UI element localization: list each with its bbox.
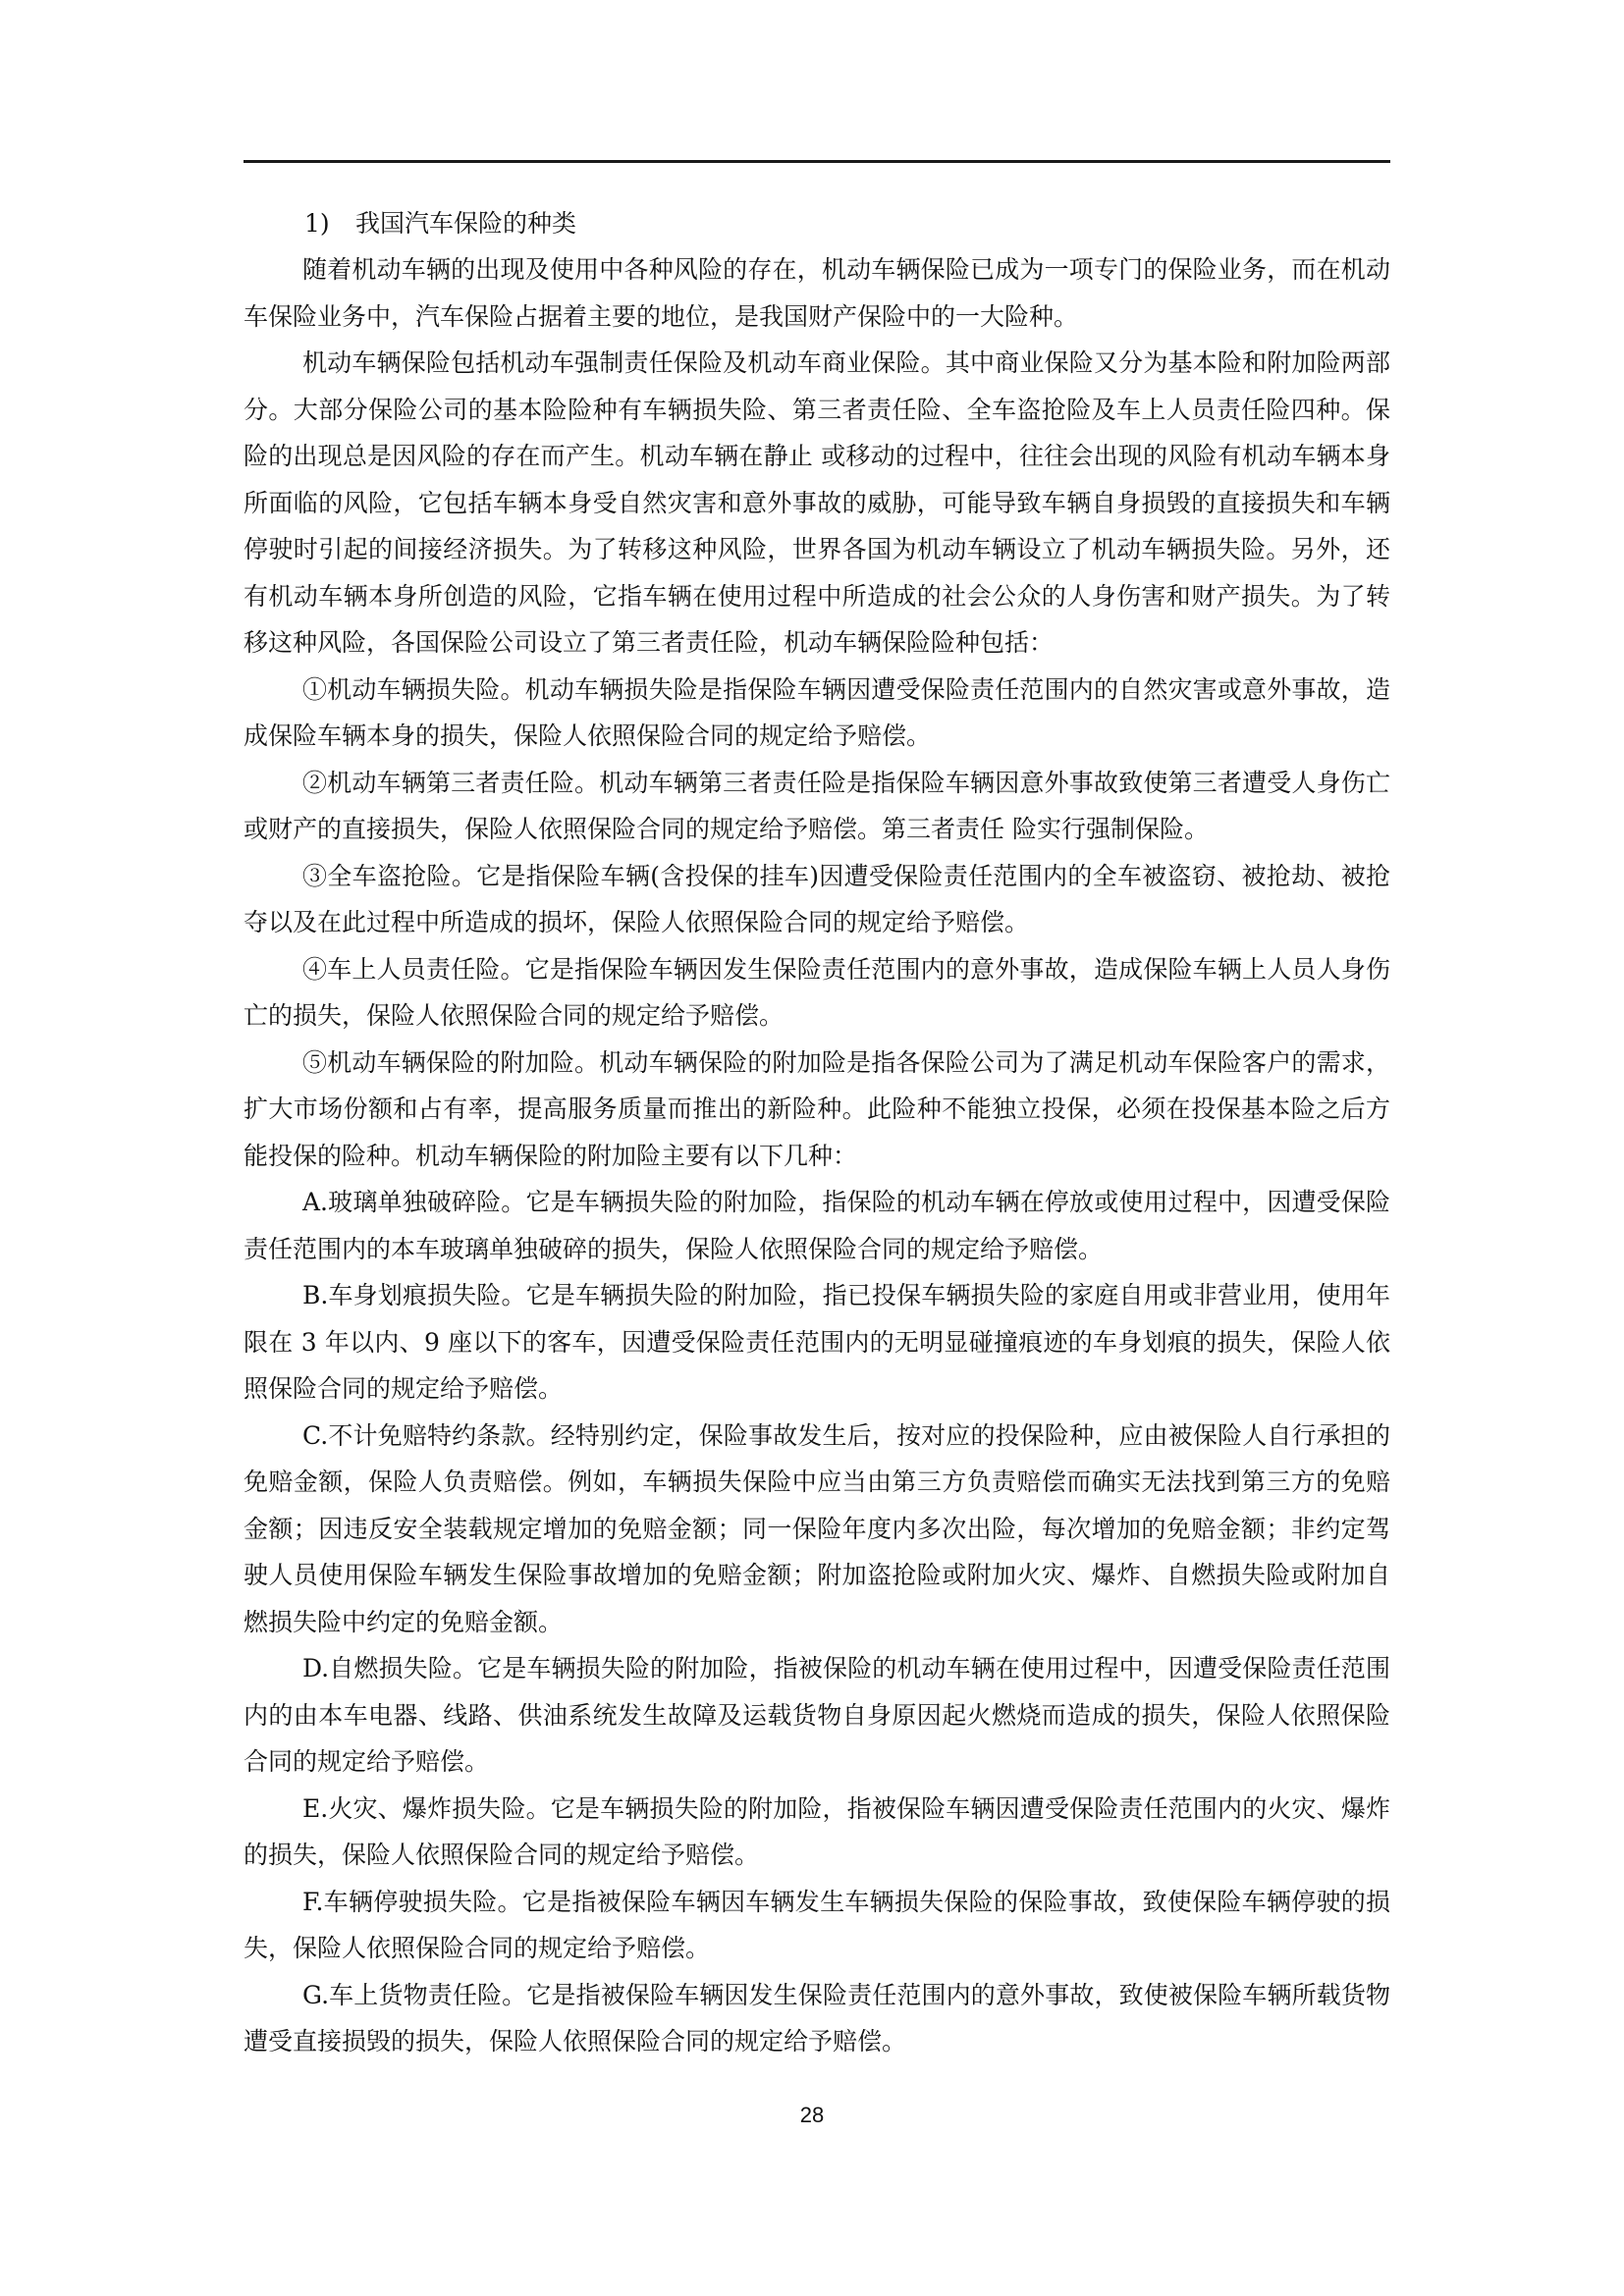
paragraph-item-4: ④车上人员责任险。它是指保险车辆因发生保险责任范围内的意外事故，造成保险车辆上人员人身伤亡的损失，保险人依照保险合同的规定给予赔偿。 <box>244 954 1390 1030</box>
paragraph-rider-a: A.玻璃单独破碎险。它是车辆损失险的附加险，指保险的机动车辆在停放或使用过程中，因遭受保险责任范围内的本车玻璃单独破碎的损失，保险人依照保险合同的规定给予赔偿。 <box>244 1188 1390 1263</box>
section-heading <box>244 200 1390 246</box>
paragraph-rider-d: D.自燃损失险。它是车辆损失险的附加险，指被保险的机动车辆在使用过程中，因遭受保险责任范围内的由本车电器、线路、供油系统发生故障及运载货物自身原因起火燃烧而造成的损失，保险人依照保险合同的规定给予赔偿。 <box>244 1654 1390 1776</box>
paragraph-rider-b: B.车身划痕损失险。它是车辆损失险的附加险，指已投保车辆损失险的家庭自用或非营业用，使用年限在 3 年以内、9 座以下的客车，因遭受保险责任范围内的无明显碰撞痕迹的车身划痕的损失，保险人依照保险合同的规定给予赔偿。 <box>244 1281 1390 1403</box>
paragraph-rider-e: E.火灾、爆炸损失险。它是车辆损失险的附加险，指被保险车辆因遭受保险责任范围内的火灾、爆炸的损失，保险人依照保险合同的规定给予赔偿。 <box>244 1793 1390 1869</box>
section-title: 我国汽车保险的种类 <box>355 209 577 238</box>
paragraph-overview: 机动车辆保险包括机动车强制责任保险及机动车商业保险。其中商业保险又分为基本险和附加险两部分。大部分保险公司的基本险险种有车辆损失险、第三者责任险、全车盗抢险及车上人员责任险四种。保险的出现总是因风险的存在而产生。机动车辆在静止 或移动的过程中，往往会出现的风险有机动车辆本身所面临的风险，它包括车辆本身受自然灾害和意外事故的威胁，可能导致车辆自身损毁的直接损失和车辆停驶时引起的间接经济损失。为了转移这种风险，世界各国为机动车辆设立了机动车辆损失险。另外，还有机动车辆本身所创造的风险，它指车辆在使用过程中所造成的社会公众的人身伤害和财产损失。为了转移这种风险，各国保险公司设立了第三者责任险，机动车辆保险险种包括： <box>244 348 1390 657</box>
paragraph-item-3: ③全车盗抢险。它是指保险车辆(含投保的挂车)因遭受保险责任范围内的全车被盗窃、被抢劫、被抢夺以及在此过程中所造成的损坏，保险人依照保险合同的规定给予赔偿。 <box>244 861 1390 936</box>
paragraph-item-5: ⑤机动车辆保险的附加险。机动车辆保险的附加险是指各保险公司为了满足机动车保险客户的需求，扩大市场份额和占有率，提高服务质量而推出的新险种。此险种不能独立投保，必须在投保基本险之后方能投保的险种。机动车辆保险的附加险主要有以下几种： <box>244 1047 1390 1170</box>
page-body <box>244 200 1390 2065</box>
section-number: 1) <box>304 209 330 238</box>
paragraph-rider-c: C.不计免赔特约条款。经特别约定，保险事故发生后，按对应的投保险种，应由被保险人自行承担的免赔金额，保险人负责赔偿。例如，车辆损失保险中应当由第三方负责赔偿而确实无法找到第三方的免赔金额；因违反安全装载规定增加的免赔金额；同一保险年度内多次出险，每次增加的免赔金额；非约定驾驶人员使用保险车辆发生保险事故增加的免赔金额；附加盗抢险或附加火灾、爆炸、自燃损失险或附加自燃损失险中约定的免赔金额。 <box>244 1420 1390 1636</box>
paragraph-rider-g: G.车上货物责任险。它是指被保险车辆因发生保险责任范围内的意外事故，致使被保险车辆所载货物遭受直接损毁的损失，保险人依照保险合同的规定给予赔偿。 <box>244 1980 1390 2056</box>
paragraph-rider-f: F.车辆停驶损失险。它是指被保险车辆因车辆发生车辆损失保险的保险事故，致使保险车辆停驶的损失，保险人依照保险合同的规定给予赔偿。 <box>244 1887 1390 1962</box>
page-number: 28 <box>799 2103 825 2127</box>
header-rule <box>244 160 1390 163</box>
paragraph-item-2: ②机动车辆第三者责任险。机动车辆第三者责任险是指保险车辆因意外事故致使第三者遭受人身伤亡或财产的直接损失，保险人依照保险合同的规定给予赔偿。第三者责任 险实行强制保险。 <box>244 768 1390 843</box>
paragraph-intro: 随着机动车辆的出现及使用中各种风险的存在，机动车辆保险已成为一项专门的保险业务，而在机动车保险业务中，汽车保险占据着主要的地位，是我国财产保险中的一大险种。 <box>244 255 1390 331</box>
paragraph-item-1: ①机动车辆损失险。机动车辆损失险是指保险车辆因遭受保险责任范围内的自然灾害或意外事故，造成保险车辆本身的损失，保险人依照保险合同的规定给予赔偿。 <box>244 674 1390 750</box>
